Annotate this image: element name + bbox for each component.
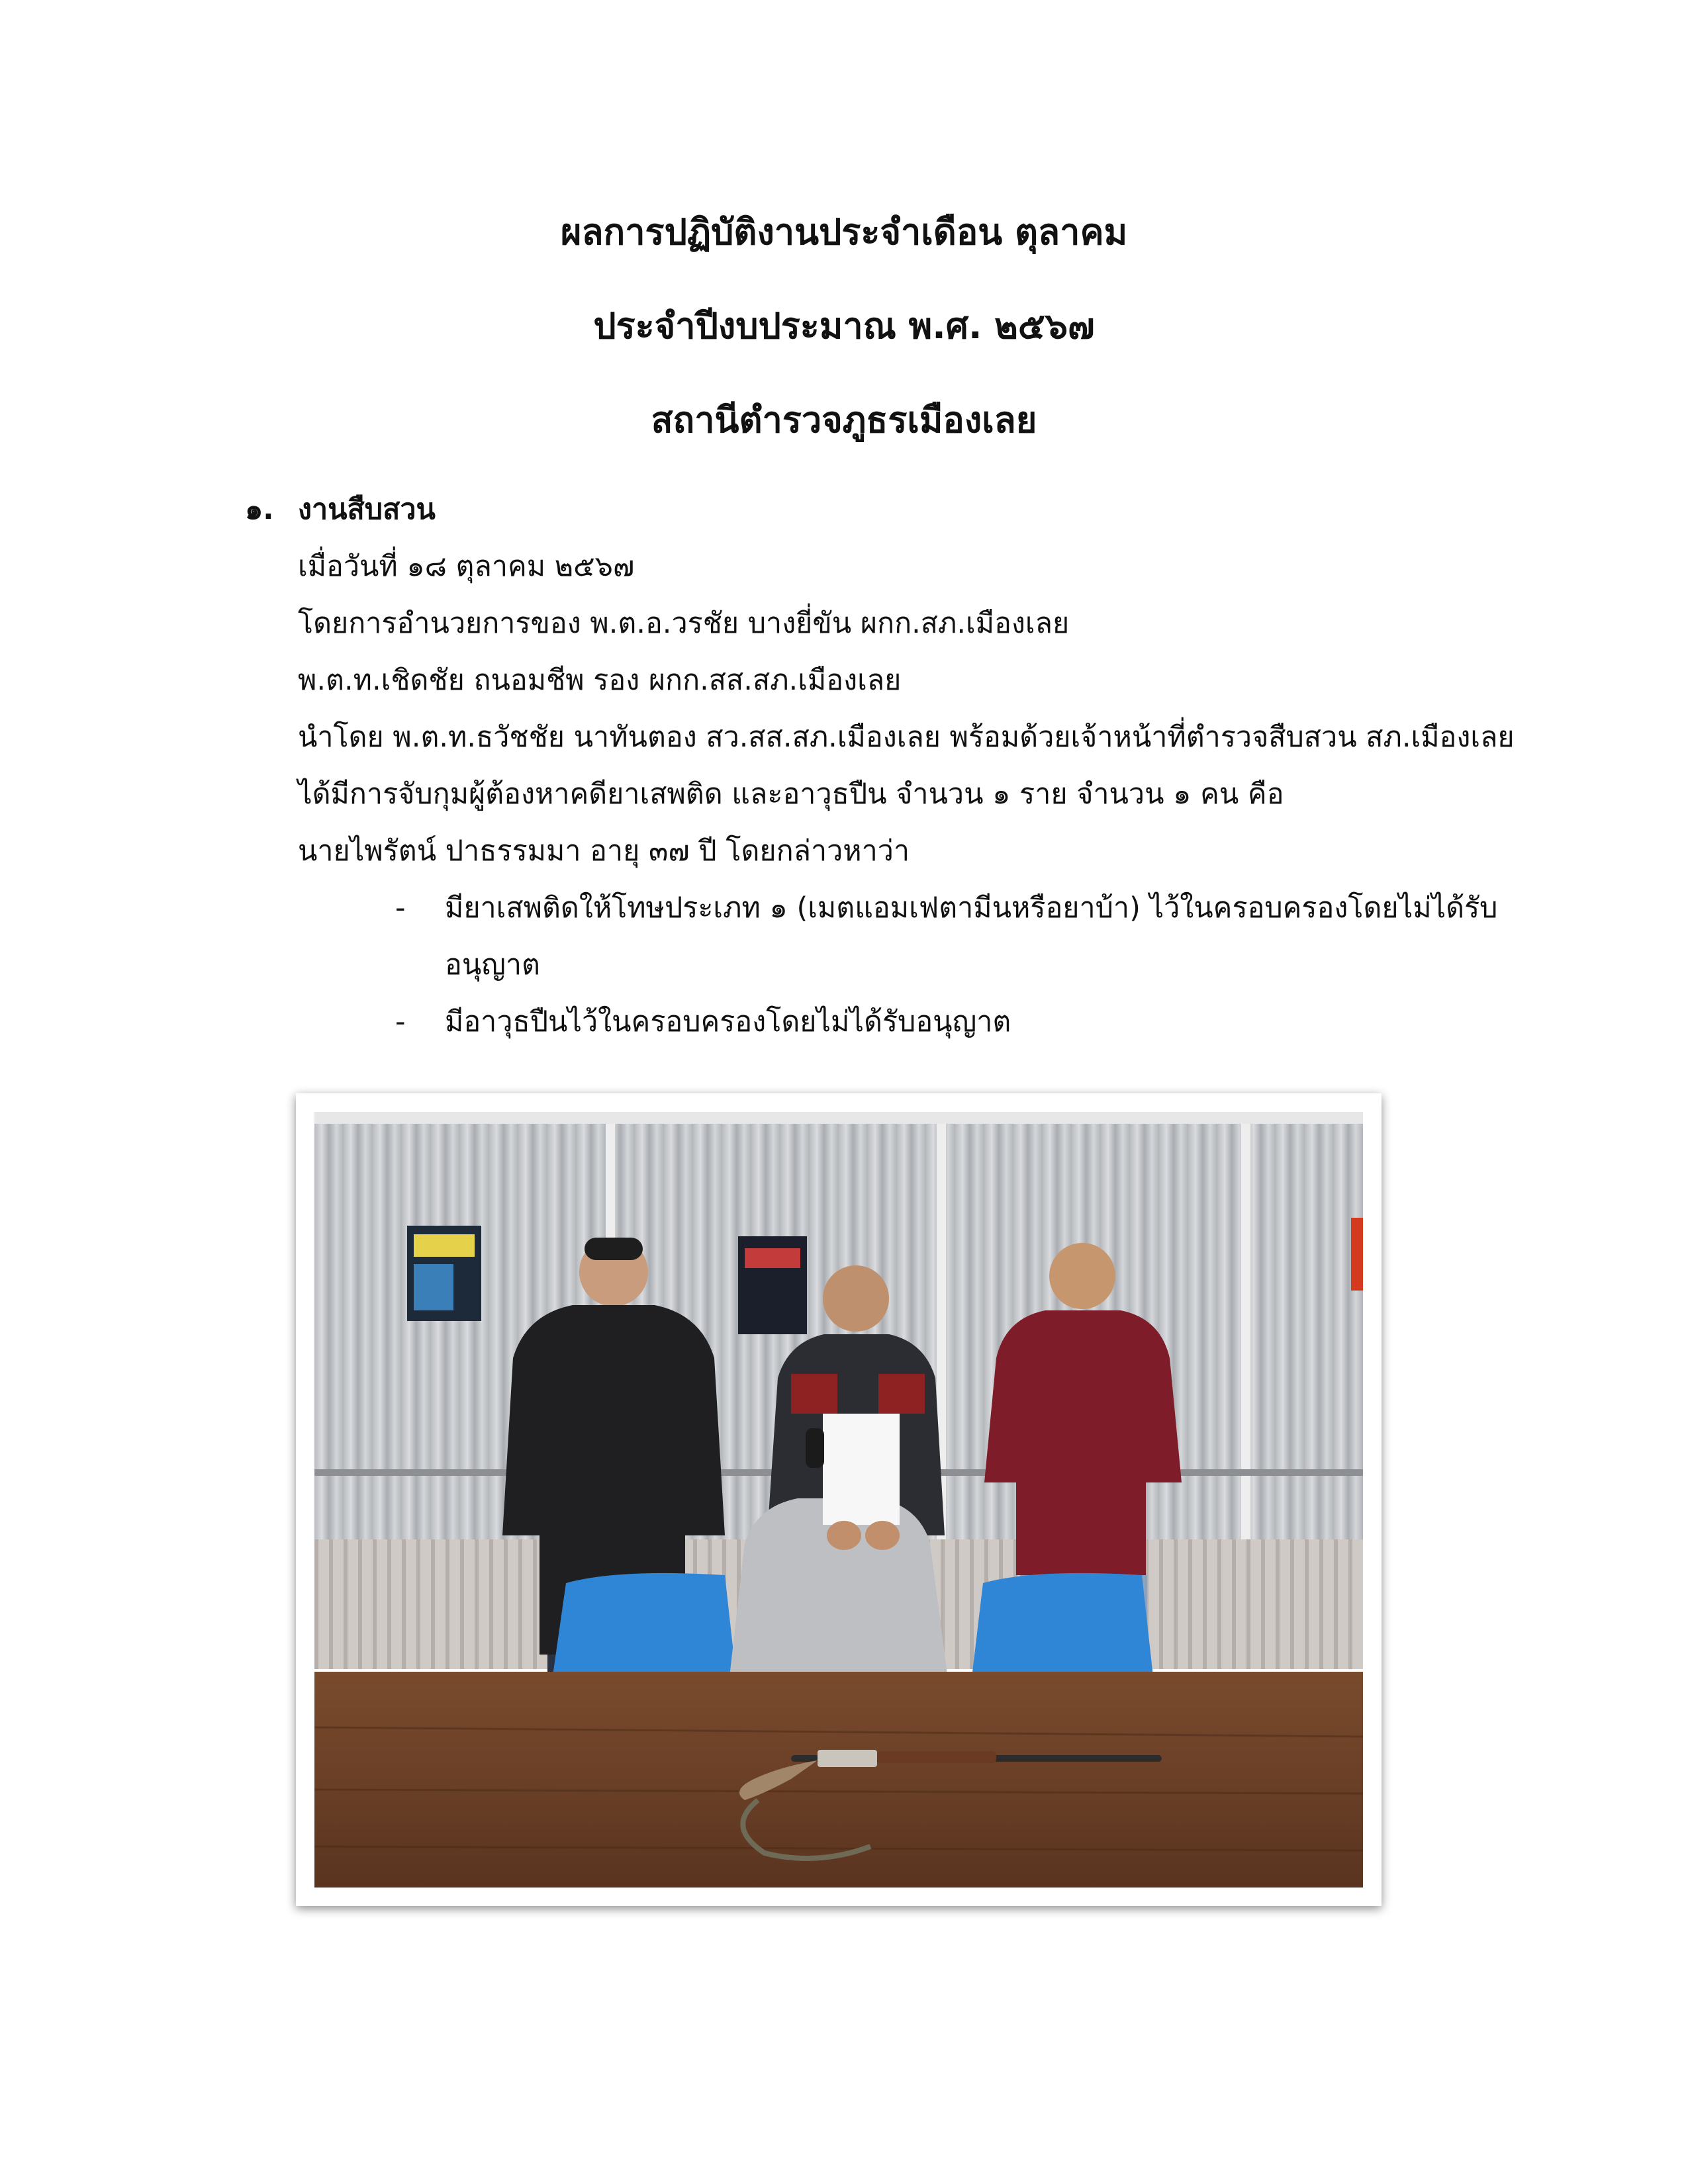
paragraph-arrest: ได้มีการจับกุมผู้ต้องหาคดียาเสพติด และอาวุธปืน จำนวน ๑ ราย จำนวน ๑ คน คือ: [298, 778, 1284, 811]
charge-drug-line2: อนุญาต: [445, 948, 540, 981]
charge-firearm: มีอาวุธปืนไว้ในครอบครองโดยไม่ได้รับอนุญาต: [445, 1005, 1011, 1038]
charge-bullet: -: [395, 1005, 406, 1038]
paragraph-lead-officer: นำโดย พ.ต.ท.ธวัชชัย นาทันตอง สว.สส.สภ.เมืองเลย พร้อมด้วยเจ้าหน้าที่ตำรวจสืบสวน สภ.เมืองเลย: [298, 721, 1515, 754]
document-subtitle-fiscal-year: ประจำปีงบประมาณ พ.ศ. ๒๕๖๗: [593, 305, 1095, 347]
section-number: ๑.: [245, 493, 274, 526]
charge-bullet: -: [395, 891, 406, 925]
section-title: งานสืบสวน: [298, 493, 436, 526]
document-subtitle-station: สถานีตำรวจภูธรเมืองเลย: [651, 399, 1037, 441]
arrest-photo-frame: [296, 1093, 1382, 1906]
paragraph-commander: โดยการอำนวยการของ พ.ต.อ.วรชัย บางยี่ขัน ผกก.สภ.เมืองเลย: [298, 607, 1070, 640]
charge-drug-line1: มียาเสพติดให้โทษประเภท ๑ (เมตแอมเฟตามีนหรือยาบ้า) ไว้ในครอบครองโดยไม่ได้รับ: [445, 891, 1498, 925]
arrest-photo: [314, 1112, 1363, 1888]
document-title: ผลการปฏิบัติงานประจำเดือน ตุลาคม: [560, 211, 1128, 253]
arrest-photo-illustration: [314, 1112, 1363, 1888]
paragraph-suspect: นายไพรัตน์ ปาธรรมมา อายุ ๓๗ ปี โดยกล่าวหาว่า: [298, 835, 910, 868]
paragraph-deputy: พ.ต.ท.เชิดชัย ถนอมชีพ รอง ผกก.สส.สภ.เมืองเลย: [298, 664, 902, 697]
paragraph-date: เมื่อวันที่ ๑๘ ตุลาคม ๒๕๖๗: [298, 550, 635, 583]
